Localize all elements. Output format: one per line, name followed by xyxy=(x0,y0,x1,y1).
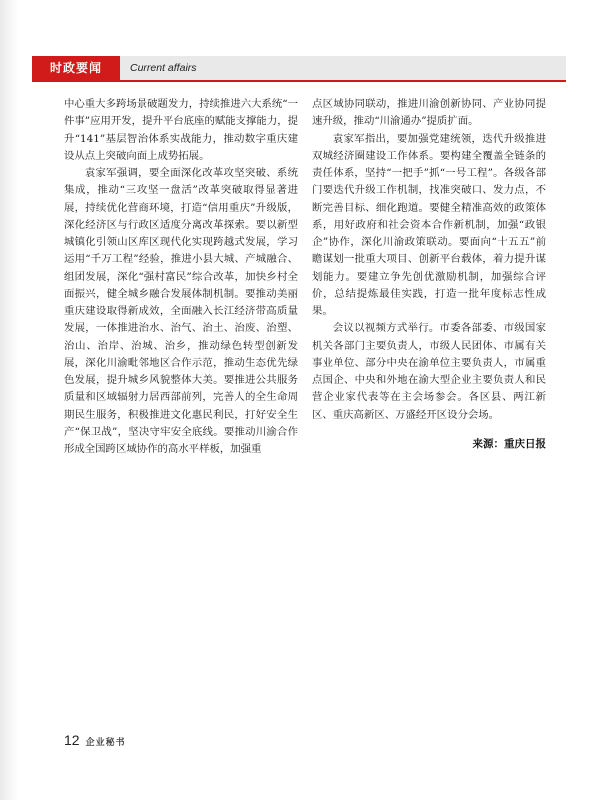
page-gutter-shadow xyxy=(0,0,18,800)
page-footer xyxy=(64,732,126,752)
page-number: 12 xyxy=(64,732,80,748)
section-header xyxy=(32,56,566,82)
section-badge: 时政要闻 xyxy=(32,56,120,80)
article-paragraph: 点区域协同联动，推进川渝创新协同、产业协同提速升级，推动“川渝通办”提质扩面。 xyxy=(312,98,546,128)
article-paragraph: 会议以视频方式举行。市委各部委、市级国家机关各部门主要负责人，市级人民团体、市属有关事业单位、部分中央在渝单位主要负责人，市属重点国企、中央和外地在渝大型企业主要负责人和民营企业家代表等在主会场参会。各区县、两江新区、重庆高新区、万盛经开区设分会场。 xyxy=(312,322,546,421)
article-paragraph: 中心重大多跨场景破题发力，持续推进六大系统“一件事”应用开发，提升平台底座的赋能支撑能力，提升“141”基层智治体系实战能力，推动数字重庆建设从点上突破向面上成势拓展。 xyxy=(64,98,298,162)
article-paragraph: 袁家军强调，要全面深化改革攻坚突破、系统集成，推动“三攻坚一盘活”改革突破取得显著进展，持续优化营商环境，打造“信用重庆”升级版，深化经济区与行政区适度分离改革探索。要以新型城镇化引领山区库区现代化实现跨越式发展，学习运用“千万工程”经验，推进小县大城、产城融合、组团发展，深化“强村富民”综合改革，加快乡村全面振兴，健全城乡融合发展体制机制。要推动美丽重庆建设取得新成效，全面融入长江经济带高质量发展，一体推进治水、治气、治土、治废、治塑、治山、治岸、治城、治乡，推动绿色转型创新发展，深化川渝毗邻地区合作示范，推动生态优先绿色发展，提升城乡风貌整体大美。要推进公共服务质量和区域辐射力居西部前列，完善人的全生命周期民生服务，积极推进文化惠民利民，打好安全生产“保卫战”，坚决守牢安全底线。要推动川渝合作形成全国跨区域协作的高水平样板，加强重 xyxy=(64,167,298,455)
article-column-right xyxy=(312,96,546,424)
magazine-name: 企业秘书 xyxy=(85,738,126,748)
article-column-left xyxy=(64,96,298,458)
section-english-title: Current affairs xyxy=(130,62,197,74)
article-source: 来源：重庆日报 xyxy=(472,438,546,450)
article-paragraph: 袁家军指出，要加强党建统领，迭代升级推进双城经济圈建设工作体系。要构建全覆盖全链条的责任体系，坚持“一把手”抓“一号工程”。各级各部门要迭代升级工作机制，找准突破口、发力点，不断完善目标、细化跑道。要健全精准高效的政策体系，用好政府和社会资本合作新机制，加强“政银企”协作，深化川渝政策联动。要面向“十五五”前瞻谋划一批重大项目、创新平台载体，着力提升谋划能力。要建立争先创优激励机制，加强综合评价，总结提炼最佳实践，打造一批年度标志性成果。 xyxy=(312,132,546,317)
